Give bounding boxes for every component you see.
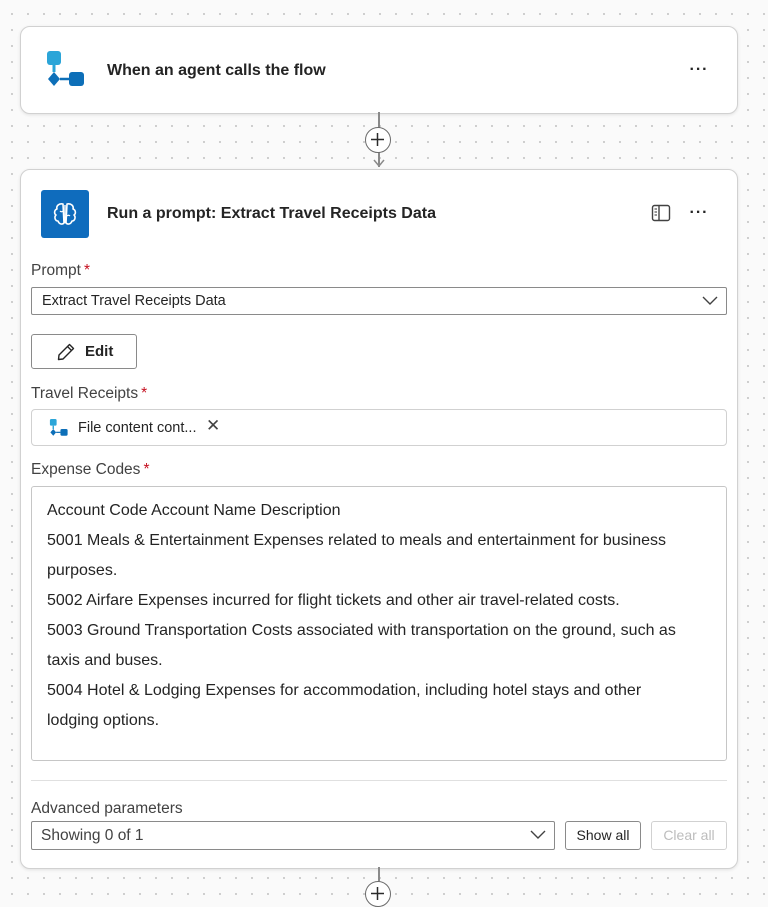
plus-icon [369, 885, 386, 902]
remove-token-icon[interactable]: ✕ [206, 416, 221, 435]
action-card[interactable] [20, 169, 738, 869]
chevron-down-icon [530, 828, 546, 842]
flow-trigger-icon [48, 418, 70, 440]
advanced-parameters-label: Advanced parameters [31, 800, 183, 817]
expense-codes-textarea[interactable] [31, 486, 727, 761]
text-line: 5001 Meals & Entertainment Expenses related to meals and entertainment for business [47, 532, 667, 549]
trigger-title: When an agent calls the flow [107, 62, 326, 79]
text-line: Account Code Account Name Description [47, 502, 341, 519]
flow-trigger-icon [43, 49, 89, 95]
trigger-card[interactable] [20, 26, 738, 114]
prompt-label-text: Prompt [31, 262, 81, 279]
expense-codes-label-text: Expense Codes [31, 461, 141, 478]
pencil-icon [56, 342, 76, 362]
show-all-button[interactable]: Show all [565, 821, 641, 850]
edit-label: Edit [85, 343, 114, 360]
trigger-card-header[interactable] [21, 27, 737, 115]
divider [31, 780, 727, 781]
required-mark: * [143, 461, 150, 478]
text-line: purposes. [47, 562, 118, 579]
text-line: taxis and buses. [47, 652, 163, 669]
text-line: 5004 Hotel & Lodging Expenses for accommodation, including hotel stays and other [47, 682, 642, 699]
trigger-more-button[interactable]: ··· [689, 61, 709, 78]
text-line: lodging options. [47, 712, 160, 729]
text-line: 5002 Airfare Expenses incurred for flight tickets and other air travel-related costs. [47, 592, 620, 609]
prompt-dropdown-value: Extract Travel Receipts Data [42, 293, 226, 309]
expense-codes-label [31, 461, 149, 479]
required-mark: * [141, 385, 148, 402]
edit-prompt-button[interactable] [31, 334, 137, 369]
connector-line [378, 867, 380, 881]
travel-receipts-label-text: Travel Receipts [31, 385, 139, 402]
file-content-token[interactable]: File content cont... [78, 420, 197, 436]
insert-step-button[interactable] [365, 127, 391, 153]
travel-receipts-field[interactable] [31, 409, 727, 446]
action-more-button[interactable]: ··· [689, 204, 709, 221]
action-title: Run a prompt: Extract Travel Receipts Data [107, 205, 436, 222]
ai-prompt-icon [41, 190, 89, 238]
arrow-down-icon [373, 158, 385, 168]
advanced-parameters-dropdown[interactable] [31, 821, 555, 850]
required-mark: * [83, 262, 91, 279]
prompt-label [31, 262, 90, 280]
plus-icon [369, 131, 386, 148]
prompt-dropdown[interactable] [31, 287, 727, 315]
travel-receipts-label [31, 385, 147, 403]
clear-all-button[interactable]: Clear all [651, 821, 727, 850]
insert-step-button[interactable] [365, 881, 391, 907]
advanced-parameters-value: Showing 0 of 1 [41, 827, 144, 844]
text-line: 5003 Ground Transportation Costs associated with transportation on the ground, such as [47, 622, 676, 639]
chevron-down-icon [702, 294, 718, 308]
side-panel-icon[interactable] [651, 203, 671, 223]
